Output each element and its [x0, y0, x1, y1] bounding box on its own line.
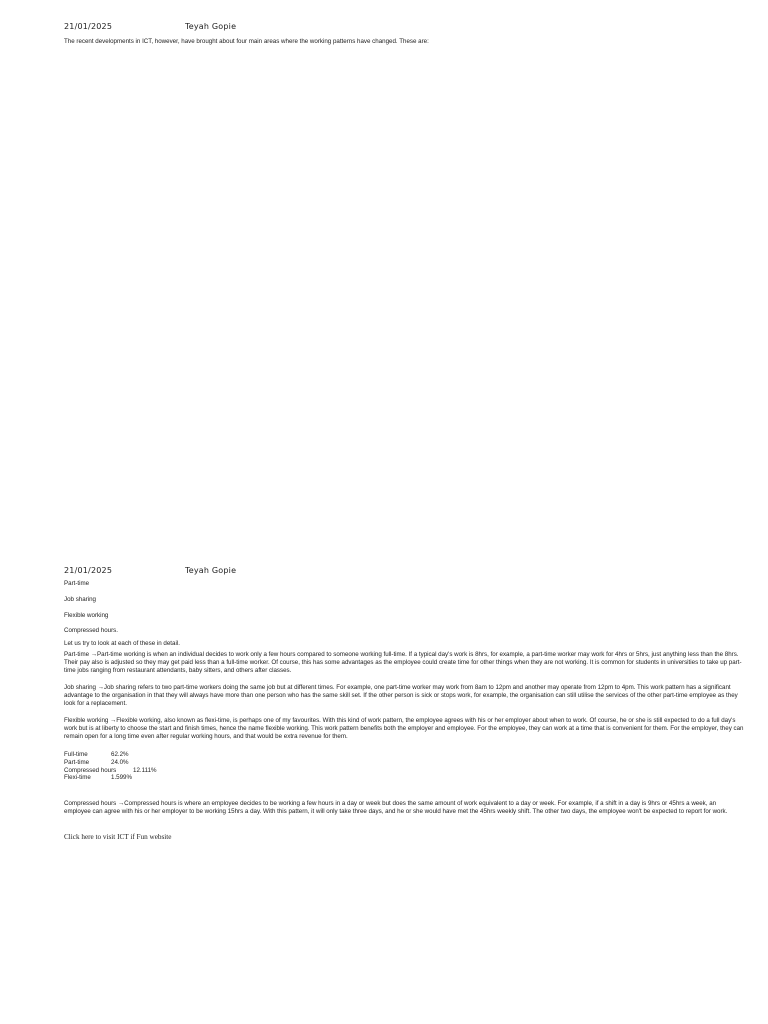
stat-value: 62.2%: [111, 751, 129, 758]
lead-sentence: Let us try to look at each of these in detail.: [64, 640, 180, 647]
paragraph-flexible-working: Flexible working →Flexible working, also known as flexi-time, is perhaps one of my favourites. With this kind of work pattern, the employee agrees with his or her employer about when to work. Of course, he or she is still expected to do a full day's work but is at liberty to choose the start and finish times, hence the name flexible working. This work pattern benefits both the employer and employee. For the employee, they can work at a time that is convenient for them. For the employer, they can remain open for a long time even after regular working hours, and that would be extra revenue for them.: [64, 717, 744, 741]
paragraph-job-sharing: Job sharing →Job sharing refers to two part-time workers doing the same job but at different times. For example, one part-time worker may work from 8am to 12pm and another may operate from 12pm to 4pm. This work pattern has a significant advantage to the organisation in that they will always have more than one person who has the same skill set. If the other person is sick or stops work, for example, the organisation can still utilise the services of the other part-time employee as they look for a replacement.: [64, 684, 738, 708]
document-page-2: [0, 560, 768, 1024]
stat-label: Compressed hours: [64, 766, 117, 774]
intro-paragraph: The recent developments in ICT, however, have brought about four main areas where the working patterns have changed. These are:: [64, 38, 429, 45]
header-date: 21/01/2025: [64, 566, 113, 575]
list-item-job-sharing: Job sharing: [64, 596, 96, 603]
header-author: Teyah Gopie: [185, 566, 237, 575]
list-item-flexible-working: Flexible working: [64, 612, 109, 619]
paragraph-compressed-hours: Compressed hours →Compressed hours is where an employee decides to be working a few hours in a day or week but does the same amount of work equivalent to a day or week. For example, if a shift in a day is 9hrs or 45hrs a week, an employee can agree with his or her employer to be working 15hrs a day. With this pattern, it will only take three days, and he or she would have met the 45hrs weekly shift. The other two days, the employee won't be expected to report for work.: [64, 800, 728, 816]
list-item-compressed-hours: Compressed hours.: [64, 627, 118, 634]
stat-label: Flexi-time: [64, 774, 91, 782]
stat-value: 1.599%: [111, 774, 132, 782]
paragraph-part-time: Part-time →Part-time working is when an individual decides to work only a few hours compared to someone working full-time. If a typical day's work is 8hrs, for example, a part-time worker may work for 4hrs or 5hrs, just anything less than the 8hrs. Their pay also is adjusted so they may get paid less than a full-time worker. Of course, this has some advantages as the employee could create time for other things when they are not working. It is common for students in universities to take up part-time jobs ranging from restaurant attendants, baby sitters, and others after classes.: [64, 651, 742, 675]
ict-website-link[interactable]: Click here to visit ICT if Fun website: [64, 833, 172, 841]
list-item-part-time: Part-time: [64, 580, 90, 587]
stat-label: Full-time: [64, 751, 88, 758]
header-author: Teyah Gopie: [185, 22, 237, 31]
stat-value: 24.0%: [111, 758, 129, 766]
header-date: 21/01/2025: [64, 22, 113, 31]
stat-label: Part-time: [64, 758, 90, 766]
stat-value: 12.111%: [133, 766, 157, 774]
